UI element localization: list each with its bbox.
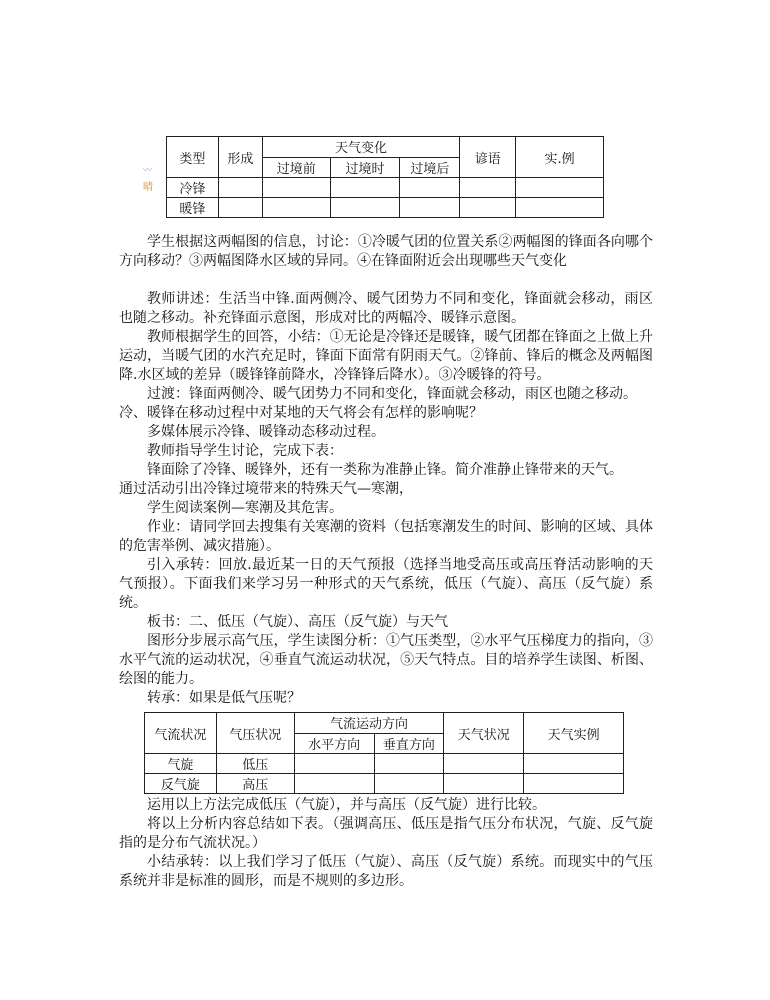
table-cell bbox=[218, 178, 262, 198]
header-weather: 天气状况 bbox=[444, 713, 524, 754]
header-after: 过境后 bbox=[400, 157, 460, 178]
paragraph: 引入承转：回放.最近某一日的天气预报（选择当地受高压或高压脊活动影响的天气预报）。下面我们来学习另一种形式的天气系统，低压（气旋）、高压（反气旋）系统。 bbox=[119, 557, 653, 611]
table-row bbox=[145, 774, 624, 794]
header-example: 天气实例 bbox=[524, 713, 624, 754]
paragraph: 学生阅读案例—寒潮及其危害。 bbox=[147, 500, 343, 516]
paragraph: 作业：请同学回去搜集有关寒潮的资料（包括寒潮发生的时间、影响的区域、具体的危害举例、减灾措施）。 bbox=[119, 519, 653, 554]
table-cell bbox=[262, 178, 330, 198]
paragraph: 学生根据这两幅图的信息，讨论：①冷暖气团的位置关系②两幅图的锋面各向哪个方向移动？③两幅图降水区域的异同。④在锋面附近会出现哪些天气变化 bbox=[119, 234, 653, 269]
row-label-warm-front: 暖锋 bbox=[167, 198, 219, 218]
table-cell bbox=[524, 754, 624, 774]
paragraph: 锋面除了冷锋、暖锋外，还有一类称为准静止锋。简介准静止锋带来的天气。 bbox=[147, 462, 623, 478]
table-row bbox=[145, 754, 624, 774]
table-cell bbox=[330, 198, 400, 218]
header-example: 实.例 bbox=[516, 137, 604, 178]
table-cell bbox=[516, 198, 604, 218]
paragraph: 图形分步展示高气压，学生读图分析：①气压类型，②水平气压梯度力的指向，③水平气流的运动状况，④垂直气流运动状况，⑤天气特点。目的培养学生读图、析图、绘图的能力。 bbox=[119, 633, 653, 687]
paragraph: 小结承转：以上我们学习了低压（气旋）、高压（反气旋）系统。而现实中的气压系统并非是标准的圆形，而是不规则的多边形。 bbox=[119, 854, 653, 889]
table-cell bbox=[294, 774, 374, 794]
table-cell bbox=[460, 198, 516, 218]
header-horizontal: 水平方向 bbox=[294, 733, 374, 754]
header-formation: 形成 bbox=[218, 137, 262, 178]
header-weather-change: 天气变化 bbox=[262, 137, 460, 158]
paragraph: 运用以上方法完成低压（气旋），并与高压（反气旋）进行比较。 bbox=[147, 797, 546, 813]
table-cell bbox=[400, 178, 460, 198]
table-row bbox=[167, 178, 604, 198]
table-cell bbox=[374, 774, 444, 794]
table-cell bbox=[444, 754, 524, 774]
table-cell bbox=[400, 198, 460, 218]
header-airflow: 气流状况 bbox=[145, 713, 217, 754]
paragraph: 教师根据学生的回答，小结：①无论是冷锋还是暖锋，暖气团都在锋面之上做上升运动，当暖气团的水汽充足时，锋面下面常有阴雨天气。②锋前、锋后的概念及两幅图降.水区域的差异（暖锋锋前降水，冷锋锋后降水）。③冷暖锋的符号。 bbox=[119, 329, 653, 383]
header-vertical: 垂直方向 bbox=[374, 733, 444, 754]
row-label-high-pressure: 高压 bbox=[216, 774, 294, 794]
paragraph: 多媒体展示冷锋、暖锋动态移动过程。 bbox=[147, 424, 385, 440]
header-during: 过境时 bbox=[330, 157, 400, 178]
header-type: 类型 bbox=[167, 137, 219, 178]
paragraph: 将以上分析内容总结如下表。（强调高压、低压是指气压分布状况，气旋、反气旋指的是分布气流状况。） bbox=[119, 816, 653, 851]
paragraph: 教师讲述：生活当中锋.面两侧冷、暖气团势力不同和变化，锋面就会移动，雨区也随之移动。补充锋面示意图，形成对比的两幅冷、暖锋示意图。 bbox=[119, 291, 653, 326]
paragraph: 教师指导学生讨论，完成下表： bbox=[147, 443, 343, 459]
row-label-anticyclone: 反气旋 bbox=[145, 774, 217, 794]
table-cell bbox=[444, 774, 524, 794]
header-before: 过境前 bbox=[262, 157, 330, 178]
side-mark-text: 晴 bbox=[143, 182, 153, 193]
row-label-cyclone: 气旋 bbox=[145, 754, 217, 774]
row-label-cold-front: 冷锋 bbox=[167, 178, 219, 198]
paragraph: 冷、暖锋在移动过程中对某地的天气将会有怎样的影响呢？ bbox=[119, 405, 483, 421]
table-cell bbox=[524, 774, 624, 794]
table-cell bbox=[374, 754, 444, 774]
table-cell bbox=[262, 198, 330, 218]
header-motion: 气流运动方向 bbox=[294, 713, 444, 734]
paragraph: 转承：如果是低气压呢？ bbox=[147, 690, 301, 706]
table-cell bbox=[516, 178, 604, 198]
table-cell bbox=[294, 754, 374, 774]
paragraph: 板书：二、低压（气旋）、高压（反气旋）与天气 bbox=[147, 614, 448, 630]
pressure-system-table bbox=[144, 712, 624, 794]
paragraph: 过渡：锋面两侧冷、暖气团势力不同和变化，锋面就会移动，雨区也随之移动。 bbox=[147, 386, 637, 402]
table-cell bbox=[218, 198, 262, 218]
table-cell bbox=[460, 178, 516, 198]
table-row bbox=[167, 198, 604, 218]
header-proverb: 谚语 bbox=[460, 137, 516, 178]
front-comparison-table bbox=[166, 136, 604, 218]
paragraph: 通过活动引出冷锋过境带来的特殊天气—寒潮， bbox=[119, 481, 413, 497]
table-cell bbox=[330, 178, 400, 198]
row-label-low-pressure: 低压 bbox=[216, 754, 294, 774]
side-mark-icon: 〰 bbox=[143, 166, 153, 176]
header-pressure: 气压状况 bbox=[216, 713, 294, 754]
